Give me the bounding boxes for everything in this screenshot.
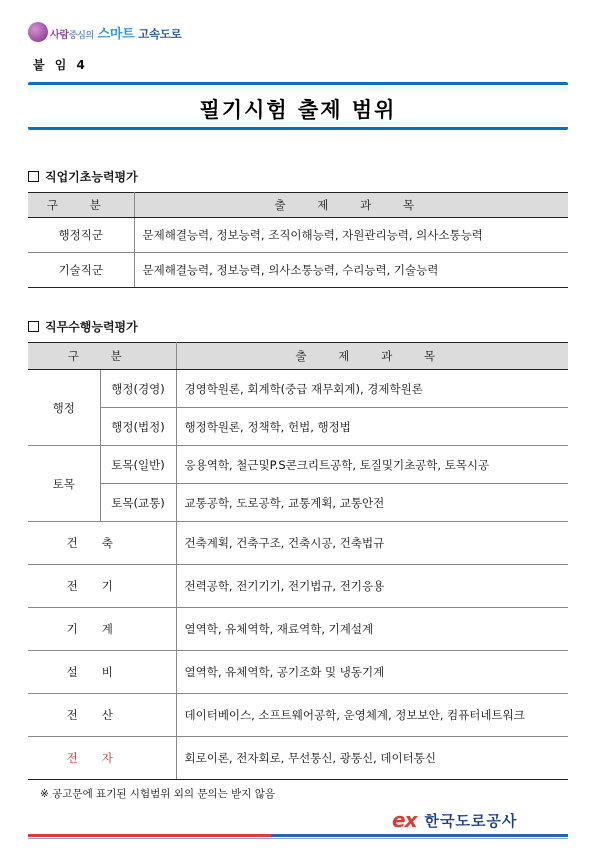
row-category: 건축	[28, 522, 176, 565]
basic-ability-table	[28, 192, 568, 288]
attachment-label: 붙 임 4	[33, 58, 88, 72]
section-heading-text: 직무수행능력평가	[45, 320, 138, 334]
slogan-logo	[28, 20, 181, 44]
row-subjects: 회로이론, 전자회로, 무선통신, 광통신, 데이터통신	[176, 737, 568, 780]
row-sub: 행정(경영)	[100, 370, 176, 408]
row-group: 기술직군	[28, 253, 134, 288]
table-row	[28, 446, 568, 484]
section-heading-job	[28, 318, 138, 335]
row-subjects: 문제해결능력, 정보능력, 의사소통능력, 수리능력, 기술능력	[134, 253, 568, 288]
corporate-logo	[392, 808, 517, 832]
row-category: 전기	[28, 565, 176, 608]
slogan-smart: 스마트	[97, 26, 135, 42]
table-row	[28, 522, 568, 565]
table-row	[28, 484, 568, 522]
row-subjects: 경영학원론, 회계학(중급 재무회계), 경제학원론	[176, 370, 568, 408]
section-heading-text: 직업기초능력평가	[45, 170, 138, 184]
row-subjects: 전력공학, 전기기기, 전기법규, 전기응용	[176, 565, 568, 608]
table-row	[28, 370, 568, 408]
slogan-mid: 중심의	[68, 30, 94, 41]
ex-logo-mark: ex	[392, 808, 417, 832]
table-row	[28, 565, 568, 608]
row-sub: 토목(교통)	[100, 484, 176, 522]
row-subjects: 열역학, 유체역학, 공기조화 및 냉동기계	[176, 651, 568, 694]
slogan-pre: 사람	[50, 29, 69, 41]
logo-emblem-icon	[28, 22, 48, 42]
header-category: 구 분	[28, 193, 134, 218]
section-heading-basic	[28, 168, 138, 185]
slogan-text	[50, 23, 181, 42]
header-category: 구 분	[28, 343, 176, 370]
row-subjects: 문제해결능력, 정보능력, 조직이해능력, 자원관리능력, 의사소통능력	[134, 218, 568, 253]
row-category: 전산	[28, 694, 176, 737]
row-subjects: 행정학원론, 정책학, 헌법, 행정법	[176, 408, 568, 446]
table-row	[28, 218, 568, 253]
footer-rule-thin	[28, 838, 568, 839]
group-admin: 행정	[28, 370, 100, 446]
row-subjects: 교통공학, 도로공학, 교통계획, 교통안전	[176, 484, 568, 522]
row-sub: 행정(법정)	[100, 408, 176, 446]
footer-rule	[28, 834, 568, 837]
checkbox-square-icon	[28, 321, 39, 332]
row-sub: 토목(일반)	[100, 446, 176, 484]
row-subjects: 데이터베이스, 소프트웨어공학, 운영체계, 정보보안, 컴퓨터네트워크	[176, 694, 568, 737]
row-category: 설비	[28, 651, 176, 694]
group-civil: 토목	[28, 446, 100, 522]
page-title: 필기시험 출제 범위	[199, 98, 397, 122]
row-subjects: 응용역학, 철근및P.S콘크리트공학, 토질및기초공학, 토목시공	[176, 446, 568, 484]
row-subjects: 열역학, 유체역학, 재료역학, 기계설계	[176, 608, 568, 651]
title-banner	[28, 82, 568, 130]
table-header-row	[28, 343, 568, 370]
checkbox-square-icon	[28, 171, 39, 182]
table-row	[28, 408, 568, 446]
job-ability-table	[28, 342, 568, 780]
table-row	[28, 737, 568, 780]
row-category: 기계	[28, 608, 176, 651]
table-row	[28, 608, 568, 651]
header-subjects: 출 제 과 목	[134, 193, 568, 218]
footnote: ※ 공고문에 표기된 시험범위 외의 문의는 받지 않음	[40, 788, 276, 800]
table-header-row	[28, 193, 568, 218]
table-row	[28, 651, 568, 694]
row-group: 행정직군	[28, 218, 134, 253]
header-subjects: 출 제 과 목	[176, 343, 568, 370]
table-row	[28, 694, 568, 737]
table-row	[28, 253, 568, 288]
row-category-highlight: 전자	[28, 737, 176, 780]
slogan-rest: 고속도로	[138, 26, 182, 41]
row-subjects: 건축계획, 건축구조, 건축시공, 건축법규	[176, 522, 568, 565]
corporate-name: 한국도로공사	[424, 811, 518, 830]
